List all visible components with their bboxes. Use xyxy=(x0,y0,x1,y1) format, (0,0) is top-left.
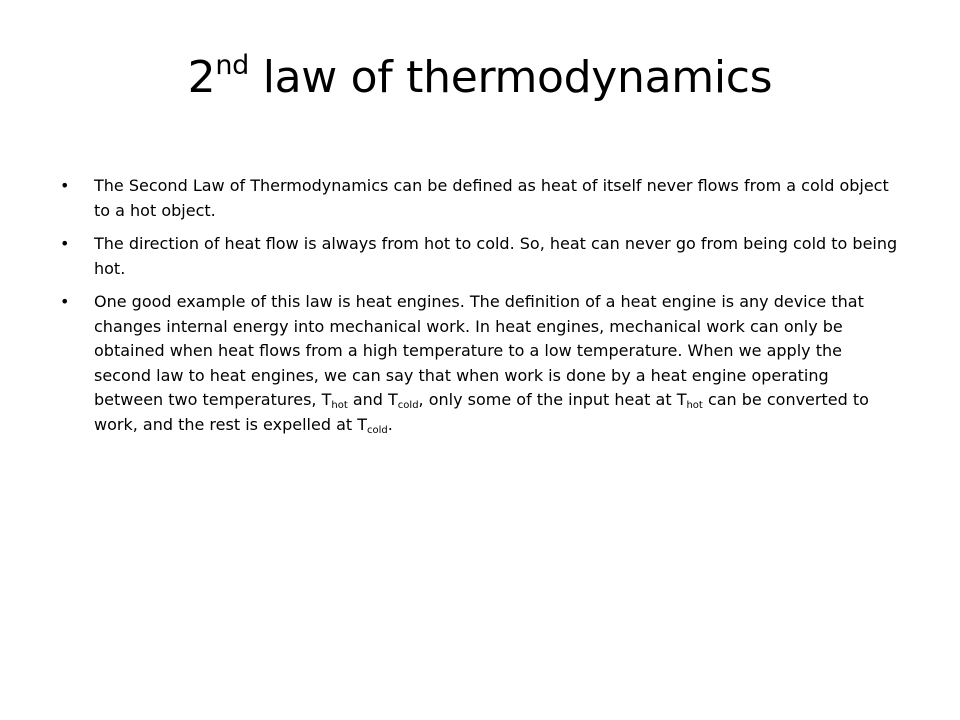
subscript-cold: cold xyxy=(367,424,388,436)
bullet-text: . xyxy=(387,414,393,434)
bullet-text: The Second Law of Thermodynamics can be defined as heat of itself never flows from a cold object to a hot object. xyxy=(94,176,889,220)
bullet-dot-icon: • xyxy=(60,292,70,311)
bullet-dot-icon: • xyxy=(60,176,70,195)
bullet-text: One good example of this law is heat engines. The definition of a heat engine is any device that changes internal energy into mechanical work. In heat engines, mechanical work can only be obtained when heat flows from a high temperature to a low temperature. When we apply the second law to heat engines, we can say that when work is done by a heat engine operating between two temperatures, T xyxy=(94,292,864,409)
title-text: law of thermodynamics xyxy=(249,52,773,103)
bullet-text: , only some of the input heat at T xyxy=(418,390,687,409)
bullet-dot-icon: • xyxy=(60,234,70,253)
bullet-item-1 xyxy=(56,174,902,223)
slide-title xyxy=(0,52,960,105)
bullet-item-3 xyxy=(56,290,902,437)
bullet-text: The direction of heat flow is always from hot to cold. So, heat can never go from being cold to being hot. xyxy=(94,234,898,278)
subscript-hot: hot xyxy=(686,400,703,411)
bullet-item-2 xyxy=(56,232,902,281)
bullet-text: and T xyxy=(347,390,398,409)
bullet-list xyxy=(56,174,902,446)
subscript-hot: hot xyxy=(331,400,348,411)
title-number: 2 xyxy=(187,52,216,103)
subscript-cold: cold xyxy=(397,400,419,411)
title-ordinal-suffix: nd xyxy=(215,50,250,81)
bullet-text: can be converted to work, and the rest is expelled at T xyxy=(94,390,869,434)
